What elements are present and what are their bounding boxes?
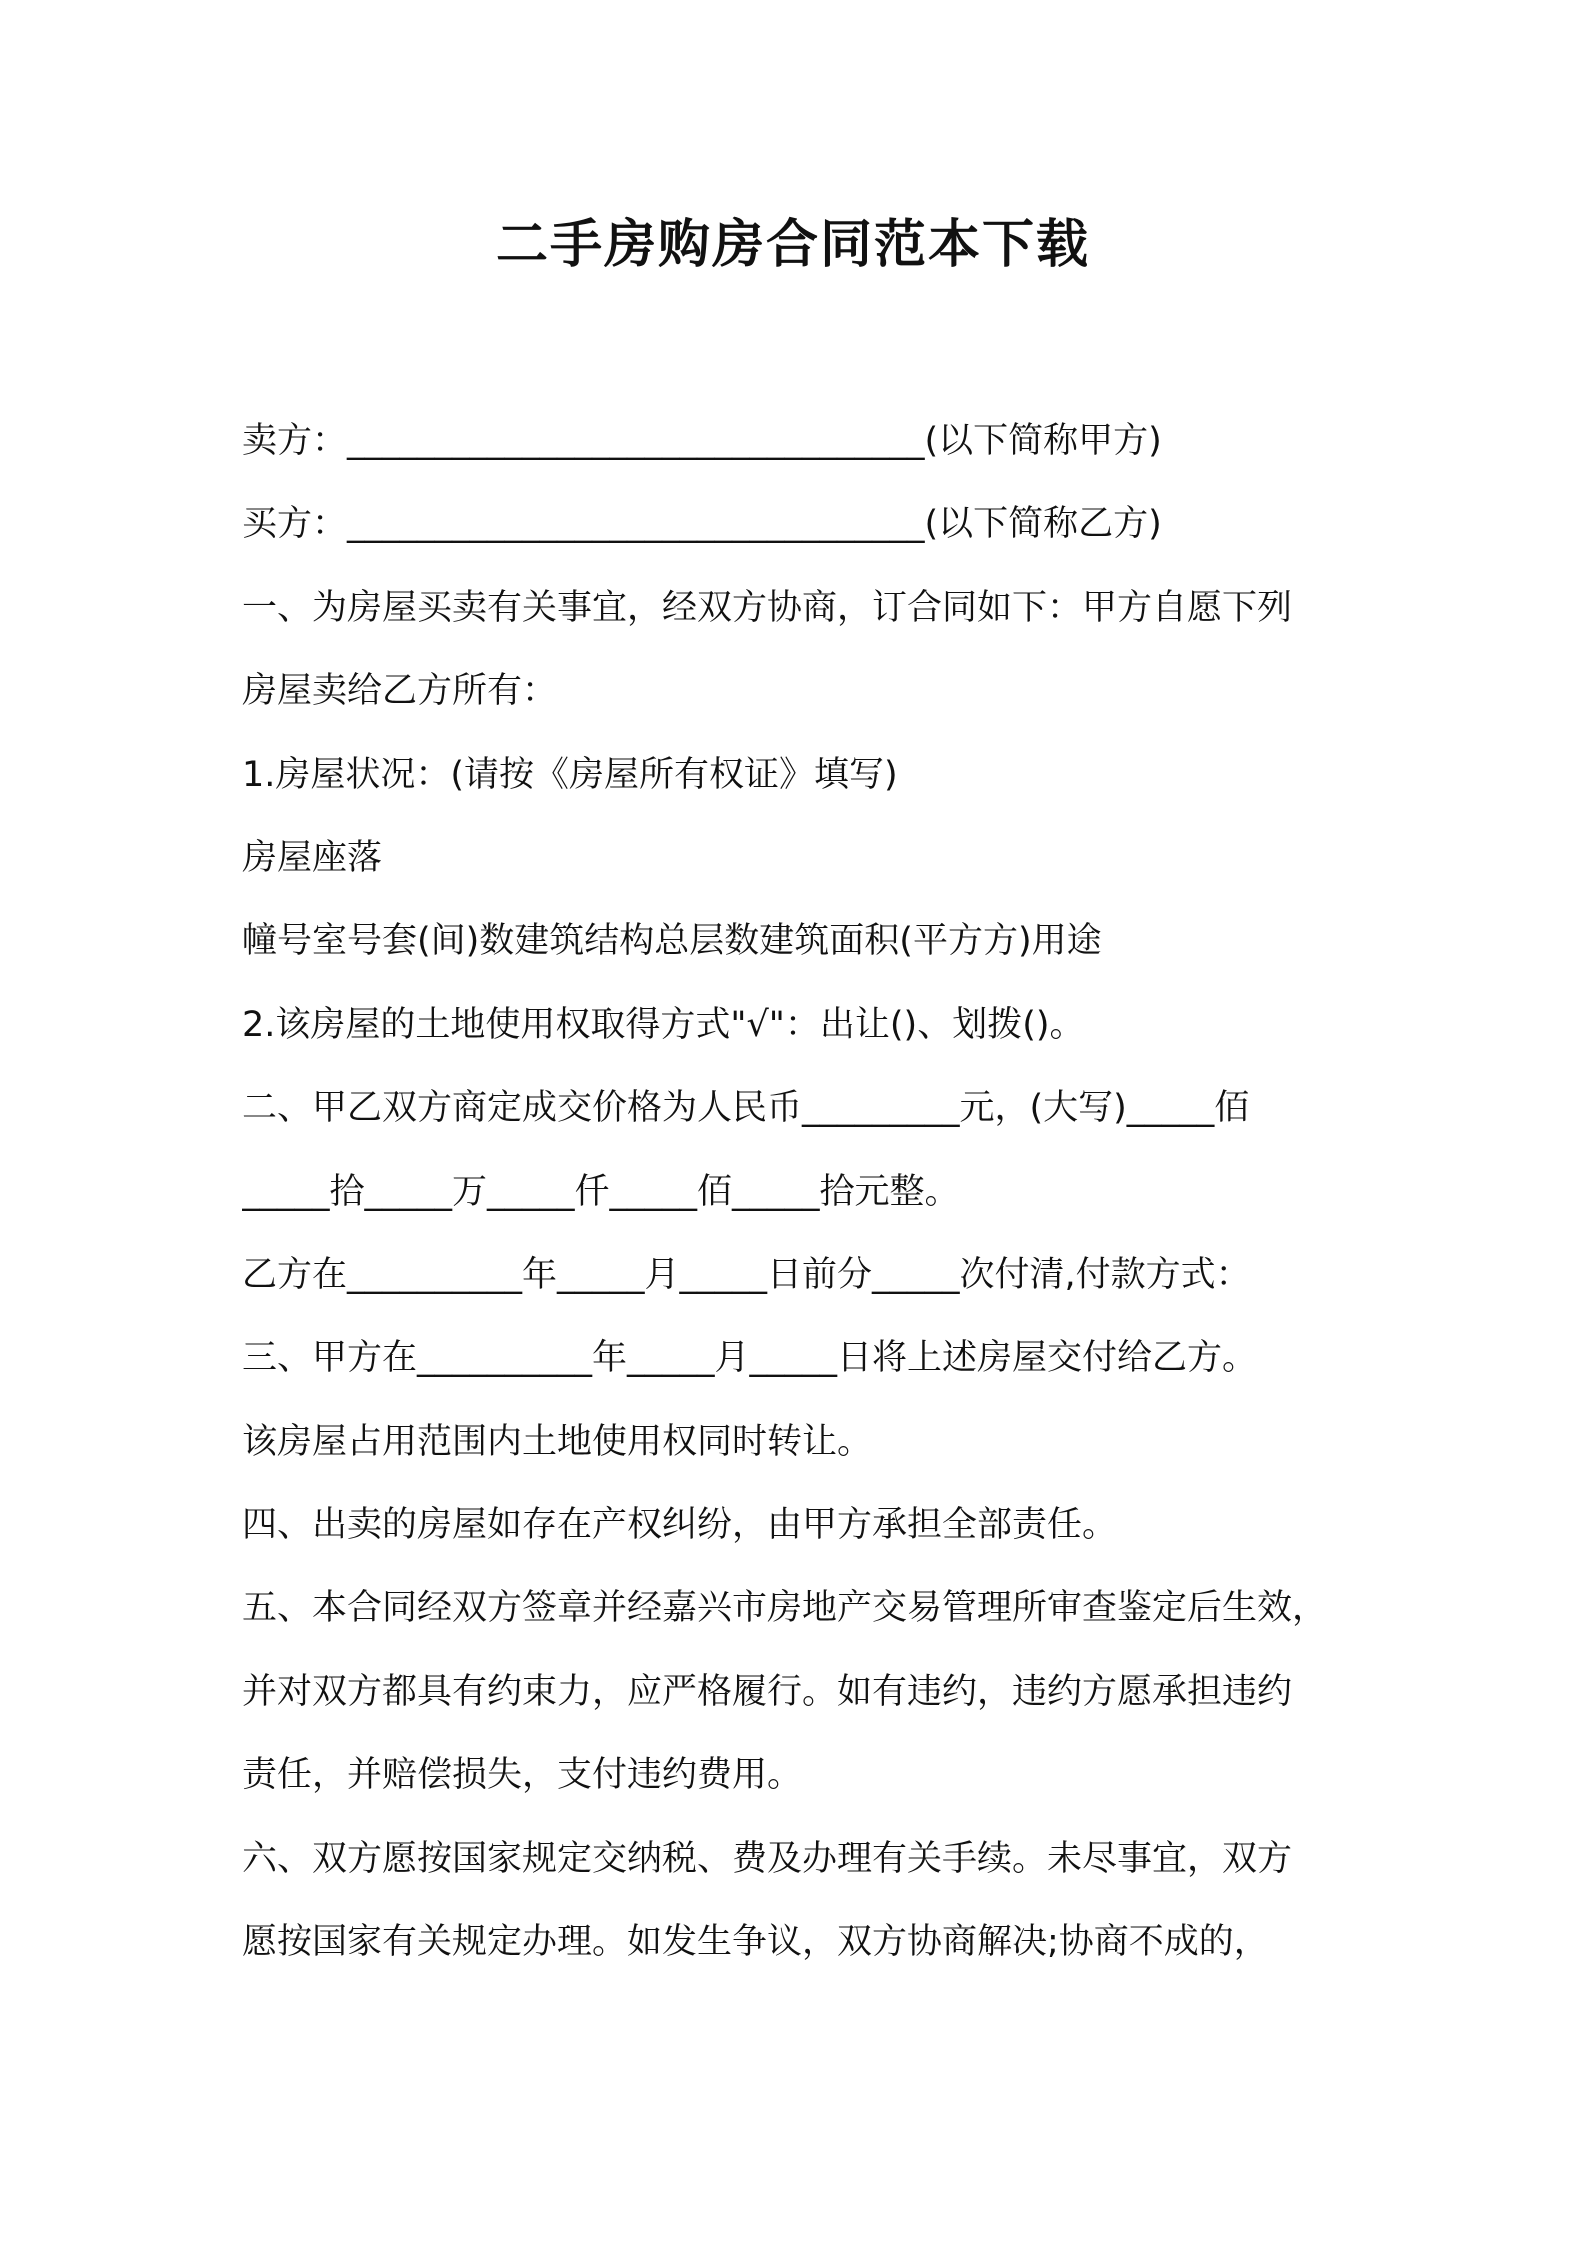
clause-6-taxes-cont: 愿按国家有关规定办理。如发生争议，双方协商解决;协商不成的， — [242, 1922, 1269, 1963]
house-fields-line: 幢号室号套(间)数建筑结构总层数建筑面积(平方方)用途 — [242, 921, 1102, 962]
clause-6-taxes: 六、双方愿按国家规定交纳税、费及办理有关手续。未尽事宜，双方 — [242, 1838, 1293, 1879]
clause-1-intro: 一、为房屋买卖有关事宜，经双方协商，订合同如下：甲方自愿下列 — [242, 587, 1293, 628]
buyer-line: 买方：_________________________________(以下简称乙方) — [242, 504, 1162, 545]
seller-line: 卖方：_________________________________(以下简称甲方) — [242, 421, 1162, 461]
clause-2-price-cont: _____拾_____万_____仟_____佰_____拾元整。 — [242, 1171, 960, 1212]
contract-body — [242, 400, 1392, 1984]
house-status-line: 1.房屋状况：(请按《房屋所有权证》填写) — [242, 754, 898, 795]
clause-1-intro-cont: 房屋卖给乙方所有： — [242, 671, 558, 712]
document-title: 二手房购房合同范本下载 — [495, 215, 1090, 275]
clause-2-price: 二、甲乙双方商定成交价格为人民币_________元，(大写)_____佰 — [242, 1088, 1250, 1129]
clause-5-effect: 五、本合同经双方签章并经嘉兴市房地产交易管理所审查鉴定后生效， — [242, 1588, 1328, 1629]
clause-3-land-transfer: 该房屋占用范围内土地使用权同时转让。 — [242, 1421, 873, 1462]
land-use-line: 2.该房屋的土地使用权取得方式"√"：出让()、划拨()。 — [242, 1004, 1085, 1045]
clause-5-effect-cont: 并对双方都具有约束力，应严格履行。如有违约，违约方愿承担违约 — [242, 1671, 1293, 1712]
house-location-line: 房屋座落 — [242, 837, 383, 878]
payment-line: 乙方在__________年_____月_____日前分_____次付清,付款方式： — [242, 1254, 1251, 1295]
clause-3-delivery: 三、甲方在__________年_____月_____日将上述房屋交付给乙方。 — [242, 1338, 1258, 1379]
clause-5-effect-end: 责任，并赔偿损失，支付违约费用。 — [242, 1755, 803, 1796]
clause-4-dispute: 四、出卖的房屋如存在产权纠纷，由甲方承担全部责任。 — [242, 1505, 1118, 1546]
